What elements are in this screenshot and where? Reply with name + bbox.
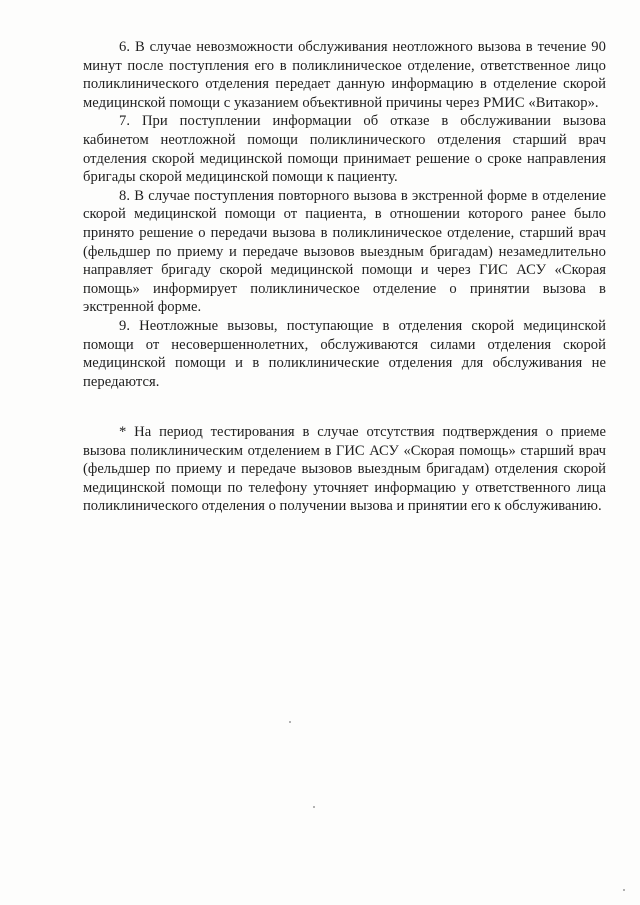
scan-speck — [623, 889, 625, 891]
scan-speck — [289, 721, 291, 723]
main-text — [83, 38, 606, 391]
paragraph-7: 7. При поступлении информации об отказе в обслуживании вызова кабинетом неотложной помощи поликлинического отделения старший врач отделения скорой медицинской помощи принимает решение о сроке направления бригады скорой медицинской помощи к пациенту. — [83, 113, 606, 186]
paragraph-9: 9. Неотложные вызовы, поступающие в отделения скорой медицинской помощи от несовершеннолетних, обслуживаются силами отделения скорой медицинской помощи и в поликлинические отделения для обслуживания не передаются. — [83, 317, 606, 390]
footnote: * На период тестирования в случае отсутствия подтверждения о приеме вызова поликлиническим отделением в ГИС АСУ «Скорая помощь» старший врач (фельдшер по приему и передаче вызовов выездным бригадам) отделения скорой медицинской помощи по телефону уточняет информацию у ответственного лица поликлинического отделения о получении вызова и принятии его к обслуживанию. — [83, 424, 606, 515]
scan-speck — [313, 806, 315, 808]
paragraph-6: 6. В случае невозможности обслуживания неотложного вызова в течение 90 минут после поступления его в поликлиническое отделение, ответственное лицо поликлинического отделения передает данную информацию в отделение скорой медицинской помощи с указанием объективной причины через РМИС «Витакор». — [83, 39, 606, 111]
paragraph-8: 8. В случае поступления повторного вызова в экстренной форме в отделение скорой медицинской помощи от пациента, в отношении которого ранее было принято решение о передачи вызова в поликлиническое отделение, старший врач (фельдшер по приему и передаче вызовов выездным бригадам) незамедлительно направляет бригаду скорой медицинской помощи и через ГИС АСУ «Скорая помощь» информирует поликлиническое отделение о принятии вызова в экстренной форме. — [83, 187, 606, 316]
